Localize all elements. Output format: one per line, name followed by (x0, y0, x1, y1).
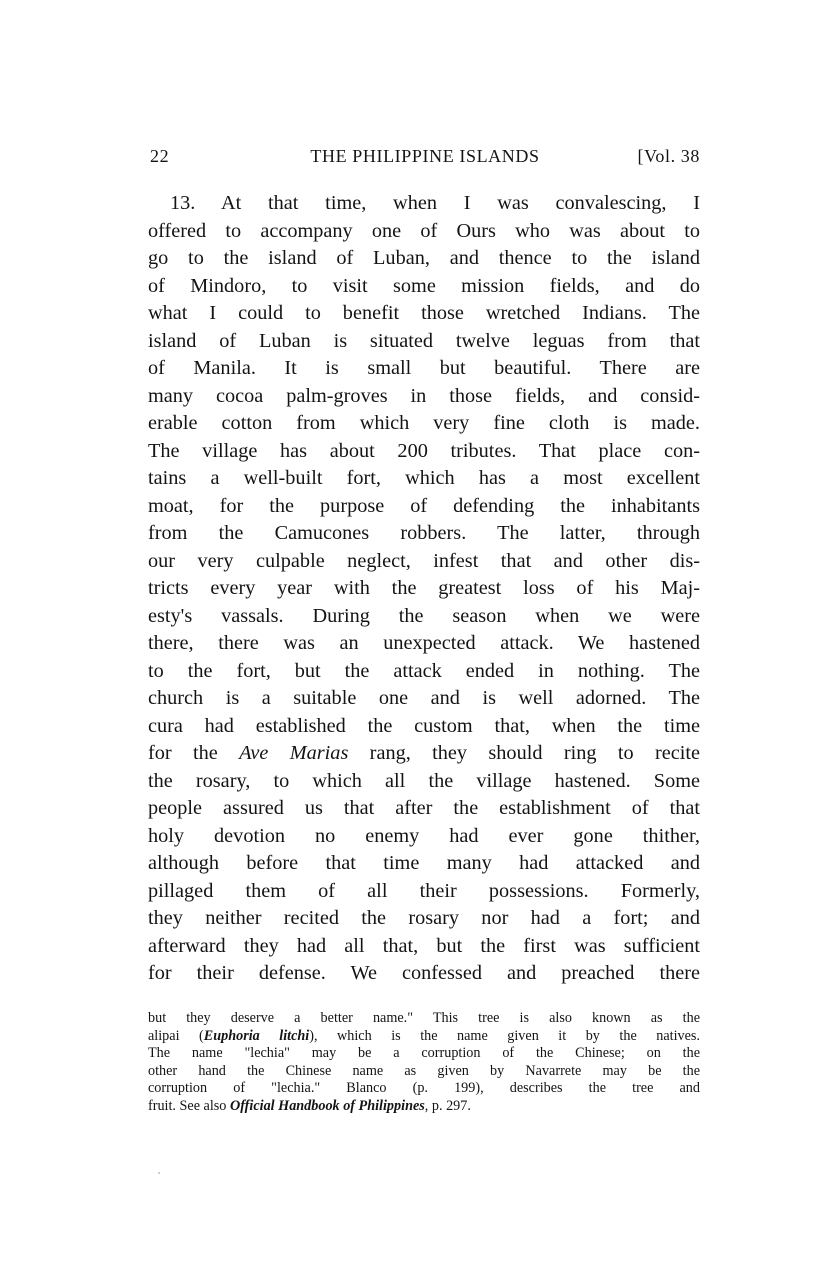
footnote-line (148, 1098, 700, 1116)
speck-mark (158, 1172, 160, 1174)
text-line-part: for the (148, 742, 240, 764)
text-line: our very culpable neglect, infest that and other dis- (148, 549, 700, 572)
text-line: The village has about 200 tributes. That place con- (148, 439, 700, 462)
text-line: church is a suitable one and is well adorned. The (148, 687, 700, 709)
footnote-line-part: fruit. See also (148, 1097, 230, 1114)
text-line: from the Camucones robbers. The latter, through (148, 522, 700, 544)
text-line: for their defense. We confessed and preached there (148, 962, 700, 984)
footnote-line: other hand the Chinese name as given by Navarrete may be the (148, 1062, 700, 1079)
text-line: pillaged them of all their possessions. Formerly, (148, 879, 700, 902)
text-line: the rosary, to which all the village hastened. Some (148, 769, 700, 792)
running-header (150, 146, 700, 172)
footnote-line-part: alipai ( (148, 1027, 204, 1044)
text-line: tricts every year with the greatest loss of his Maj- (148, 577, 700, 599)
text-line: although before that time many had attacked and (148, 852, 700, 874)
text-line: 13. At that time, when I was convalescing, I (170, 192, 700, 214)
text-line: go to the island of Luban, and thence to the island (148, 247, 700, 269)
footnote-line-part: ), which is the name given it by the natives. (309, 1027, 700, 1044)
running-title: THE PHILIPPINE ISLANDS (310, 146, 540, 166)
text-line (148, 740, 700, 768)
footnote-line: but they deserve a better name." This tree is also known as the (148, 1010, 700, 1026)
text-line: of Mindoro, to visit some mission fields, and do (148, 274, 700, 297)
text-line: what I could to benefit those wretched Indians. The (148, 302, 700, 324)
text-line: of Manila. It is small but beautiful. There are (148, 357, 700, 379)
text-line: they neither recited the rosary nor had a fort; and (148, 907, 700, 929)
footnote-line: corruption of "lechia." Blanco (p. 199), describes the tree and (148, 1080, 700, 1096)
text-line: island of Luban is situated twelve leguas from that (148, 329, 700, 352)
page-number: 22 (150, 146, 170, 166)
text-line: offered to accompany one of Ours who was about to (148, 219, 700, 242)
text-line: tains a well-built fort, which has a most excellent (148, 467, 700, 489)
text-line: cura had established the custom that, when the time (148, 714, 700, 737)
text-line: many cocoa palm-groves in those fields, and consid- (148, 384, 700, 407)
volume-label: [Vol. 38 (637, 146, 700, 166)
text-line: esty's vassals. During the season when we were (148, 604, 700, 627)
text-line: holy devotion no enemy had ever gone thither, (148, 824, 700, 847)
footnote-line: The name "lechia" may be a corruption of the Chinese; on the (148, 1045, 700, 1061)
text-line: erable cotton from which very fine cloth is made. (148, 412, 700, 434)
text-line: to the fort, but the attack ended in nothing. The (148, 659, 700, 682)
text-line: there, there was an unexpected attack. We hastened (148, 632, 700, 654)
text-line: afterward they had all that, but the first was sufficient (148, 934, 700, 957)
text-line-italic: Ave Marias (239, 742, 349, 764)
footnote-line-part: , p. 297. (424, 1097, 471, 1114)
footnote (148, 1010, 700, 1115)
footnote-line-italic: Euphoria litchi (203, 1027, 310, 1044)
text-line: moat, for the purpose of defending the inhabitants (148, 494, 700, 517)
text-line-part: rang, they should ring to recite (348, 742, 700, 764)
footnote-line (148, 1028, 700, 1046)
text-line: people assured us that after the establishment of that (148, 797, 700, 819)
footnote-line-italic: Official Handbook of Philippines (229, 1097, 425, 1114)
body-text (148, 190, 700, 988)
